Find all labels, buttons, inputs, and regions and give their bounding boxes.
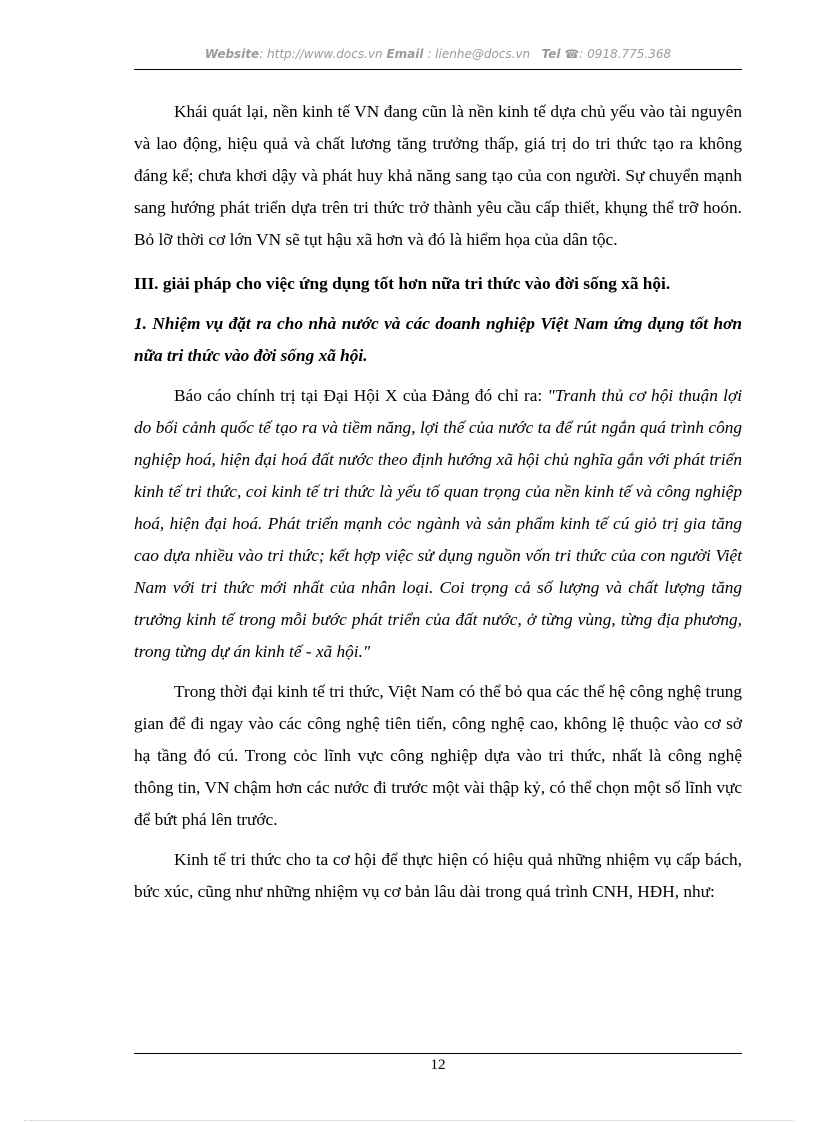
page-edge-dotted-line: [24, 1120, 794, 1121]
email-value: : lienhe@docs.vn: [427, 47, 531, 61]
quote-text: "Tranh thủ cơ hội thuận lợi do bối cảnh quốc tế tạo ra và tiềm năng, lợi thế của nước ta để rút ngắn quá trình công nghiệp hoá, hiện đại hoá đất nước theo định hướng xã hội chủ nghĩa gắn với phát triển kinh tế tri thức, coi kinh tế tri thức là yếu tố quan trọng của nền kinh tế và công nghiệp hoá, hiện đại hoá. Phát triển mạnh cỏc ngành và sản phẩm kinh tế cú giỏ trị gia tăng cao dựa nhiều vào tri thức; kết hợp việc sử dụng nguồn vốn tri thức của con người Việt Nam với tri thức mới nhất của nhân loại. Coi trọng cả số lượng và chất lượng tăng trưởng kinh tế trong mỗi bước phát triển của đất nước, ở từng vùng, từng địa phương, trong từng dự án kinh tế - xã hội.": [134, 386, 742, 661]
page-number: 12: [430, 1057, 446, 1073]
website-label: Website: [204, 47, 260, 61]
paragraph-report-quote: [134, 380, 742, 668]
paragraph-knowledge-era: Trong thời đại kinh tế tri thức, Việt Nam có thể bỏ qua các thế hệ công nghệ trung gian để đi ngay vào các công nghệ tiên tiến, công nghệ cao, không lệ thuộc vào cơ sở hạ tầng đó cú. Trong cỏc lĩnh vực công nghiệp dựa vào tri thức, nhất là công nghệ thông tin, VN chậm hơn các nước đi trước một vài thập kỷ, có thể chọn một số lĩnh vực để bứt phá lên trước.: [134, 682, 742, 829]
tel-label: Tel: [541, 47, 561, 61]
section-heading: III. giải pháp cho việc ứng dụng tốt hơn nữa tri thức vào đời sống xã hội.: [134, 274, 671, 293]
header-divider: [134, 69, 742, 70]
page-body: [134, 96, 742, 908]
paragraph-summary: Khái quát lại, nền kinh tế VN đang cũn là nền kinh tế dựa chủ yếu vào tài nguyên và lao động, hiệu quả và chất lương tăng trưởng thấp, giá trị do tri thức tạo ra không đáng kể; chưa khơi dậy và phát huy khả năng sang tạo của con người. Sự chuyển mạnh sang hướng phát triển dựa trên tri thức trở thành yêu cầu cấp thiết, khụng thể trỡ hoón. Bỏ lỡ thời cơ lớn VN sẽ tụt hậu xã hơn và đó là hiểm họa của dân tộc.: [134, 102, 742, 249]
footer-divider: [134, 1053, 742, 1054]
subsection-heading: 1. Nhiệm vụ đặt ra cho nhà nước và các doanh nghiệp Việt Nam ứng dụng tốt hơn nữa tri thức vào đời sống xã hội.: [134, 314, 742, 365]
paragraph-opportunity: Kinh tế tri thức cho ta cơ hội để thực hiện có hiệu quả những nhiệm vụ cấp bách, bức xúc, cũng như những nhiệm vụ cơ bản lâu dài trong quá trình CNH, HĐH, như:: [134, 850, 742, 901]
page-header: [134, 47, 742, 67]
quote-intro: Báo cáo chính trị tại Đại Hội X của Đảng đó chỉ ra:: [174, 386, 548, 405]
website-value: : http://www.docs.vn: [259, 47, 383, 61]
phone-icon: ☎: [564, 47, 580, 61]
email-label: Email: [386, 47, 424, 61]
tel-value: : 0918.775.368: [579, 47, 672, 61]
